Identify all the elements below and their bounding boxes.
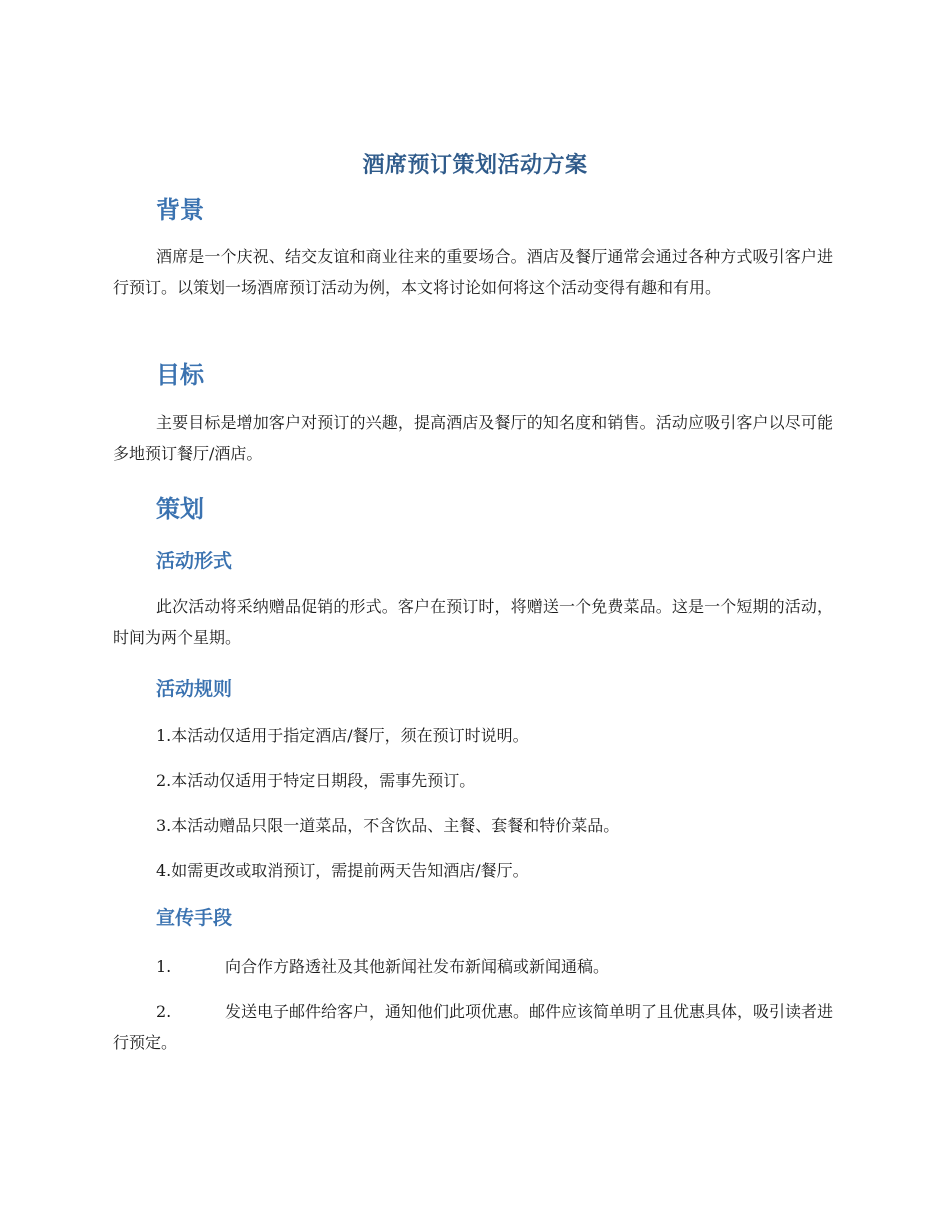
document-title: 酒席预订策划活动方案: [362, 153, 588, 178]
heading-activity-rules: 活动规则: [156, 678, 233, 700]
paragraph-goal: 主要目标是增加客户对预订的兴趣，提高酒店及餐厅的知名度和销售。活动应吸引客户以尽可能多地预订餐厅/酒店。: [113, 413, 833, 463]
promotion-item: [113, 996, 833, 1058]
promotion-item-number: 2.: [156, 1002, 172, 1021]
promotion-item: [113, 951, 833, 982]
heading-background: 背景: [156, 196, 204, 224]
promotion-item-text: 向合作方路透社及其他新闻社发布新闻稿或新闻通稿。: [225, 957, 610, 976]
promotion-item-text: 发送电子邮件给客户，通知他们此项优惠。邮件应该简单明了且优惠具体，吸引读者进行预定。: [113, 1002, 834, 1052]
heading-promotion: 宣传手段: [156, 907, 233, 929]
rule-item: 3.本活动赠品只限一道菜品，不含饮品、主餐、套餐和特价菜品。: [156, 816, 620, 835]
heading-planning: 策划: [156, 495, 204, 523]
promotion-item-number: 1.: [156, 957, 172, 976]
heading-goal: 目标: [156, 361, 204, 389]
rule-item: 1.本活动仅适用于指定酒店/餐厅，须在预订时说明。: [156, 726, 529, 745]
rule-item: 4.如需更改或取消预订，需提前两天告知酒店/餐厅。: [156, 861, 529, 880]
rule-item: 2.本活动仅适用于特定日期段，需事先预订。: [156, 771, 476, 790]
heading-activity-format: 活动形式: [156, 550, 233, 572]
paragraph-activity-format: 此次活动将采纳赠品促销的形式。客户在预订时，将赠送一个免费菜品。这是一个短期的活动，时间为两个星期。: [113, 597, 833, 647]
paragraph-background: 酒席是一个庆祝、结交友谊和商业往来的重要场合。酒店及餐厅通常会通过各种方式吸引客户进行预订。以策划一场酒席预订活动为例，本文将讨论如何将这个活动变得有趣和有用。: [113, 247, 833, 297]
